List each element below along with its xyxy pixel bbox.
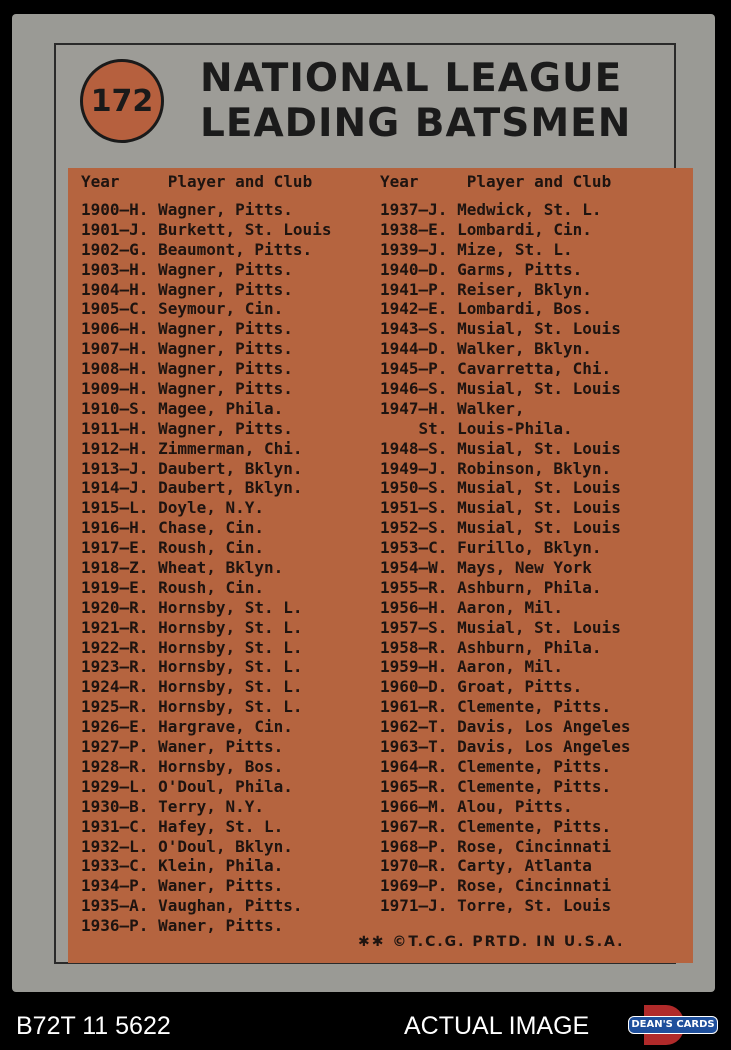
copyright-line: ✱✱ ©T.C.G. PRTD. IN U.S.A. xyxy=(358,934,625,950)
leader-row: 1927—P. Waner, Pitts. xyxy=(81,737,284,757)
leader-row: 1921—R. Hornsby, St. L. xyxy=(81,617,303,637)
leader-row: 1925—R. Hornsby, St. L. xyxy=(81,697,303,717)
leader-row: 1930—B. Terry, N.Y. xyxy=(81,796,265,816)
leader-row: 1968—P. Rose, Cincinnati xyxy=(380,836,612,856)
leader-row: 1954—W. Mays, New York xyxy=(380,558,592,578)
leader-row: 1971—J. Torre, St. Louis xyxy=(380,896,612,916)
leader-row: 1914—J. Daubert, Bklyn. xyxy=(81,478,303,498)
leader-row: 1917—E. Roush, Cin. xyxy=(81,538,265,558)
card-title xyxy=(200,56,631,146)
header-player-club: Player and Club xyxy=(167,172,313,191)
leader-row: 1969—P. Rose, Cincinnati xyxy=(380,876,612,896)
leader-row: 1970—R. Carty, Atlanta xyxy=(380,856,592,876)
leader-row: 1948—S. Musial, St. Louis xyxy=(380,438,621,458)
right-column-header xyxy=(380,172,611,191)
leader-row: 1902—G. Beaumont, Pitts. xyxy=(81,239,313,259)
leader-row: 1904—H. Wagner, Pitts. xyxy=(81,279,293,299)
leader-row: 1901—J. Burkett, St. Louis xyxy=(81,219,332,239)
leader-row: 1915—L. Doyle, N.Y. xyxy=(81,498,265,518)
leader-row: 1905—C. Seymour, Cin. xyxy=(81,299,284,319)
leader-row: 1947—H. Walker, xyxy=(380,398,525,418)
leader-row: 1926—E. Hargrave, Cin. xyxy=(81,717,293,737)
leader-row: 1908—H. Wagner, Pitts. xyxy=(81,359,293,379)
stats-panel xyxy=(68,168,693,963)
leader-row: 1959—H. Aaron, Mil. xyxy=(380,657,564,677)
leader-row: 1964—R. Clemente, Pitts. xyxy=(380,756,612,776)
leader-row: 1967—R. Clemente, Pitts. xyxy=(380,816,612,836)
leader-row: 1935—A. Vaughan, Pitts. xyxy=(81,896,303,916)
leader-row: 1961—R. Clemente, Pitts. xyxy=(380,697,612,717)
left-column-header xyxy=(81,172,312,191)
leader-row: 1953—C. Furillo, Bklyn. xyxy=(380,538,602,558)
leader-row: 1928—R. Hornsby, Bos. xyxy=(81,756,284,776)
leader-row: 1912—H. Zimmerman, Chi. xyxy=(81,438,303,458)
card-number-badge: 172 xyxy=(80,59,164,143)
leader-row: 1941—P. Reiser, Bklyn. xyxy=(380,279,592,299)
leader-row: 1963—T. Davis, Los Angeles xyxy=(380,737,631,757)
leader-row: 1920—R. Hornsby, St. L. xyxy=(81,597,303,617)
leader-row: 1943—S. Musial, St. Louis xyxy=(380,319,621,339)
leader-row: 1913—J. Daubert, Bklyn. xyxy=(81,458,303,478)
actual-image-label: ACTUAL IMAGE xyxy=(404,1012,590,1040)
card-id-label: B72T 11 5622 xyxy=(16,1012,171,1040)
leader-row: 1938—E. Lombardi, Cin. xyxy=(380,219,592,239)
header-player-club: Player and Club xyxy=(466,172,612,191)
logo-ribbon: DEAN'S CARDS xyxy=(628,1016,718,1034)
leader-row: 1907—H. Wagner, Pitts. xyxy=(81,339,293,359)
leader-row: 1936—P. Waner, Pitts. xyxy=(81,916,284,936)
leader-row: 1960—D. Groat, Pitts. xyxy=(380,677,583,697)
right-column-list xyxy=(380,200,630,916)
leader-row: 1965—R. Clemente, Pitts. xyxy=(380,776,612,796)
leader-row: 1933—C. Klein, Phila. xyxy=(81,856,284,876)
leader-row: 1940—D. Garms, Pitts. xyxy=(380,259,583,279)
leader-row: 1924—R. Hornsby, St. L. xyxy=(81,677,303,697)
leader-row: 1900—H. Wagner, Pitts. xyxy=(81,200,293,219)
leader-row: 1951—S. Musial, St. Louis xyxy=(380,498,621,518)
leader-row: 1903—H. Wagner, Pitts. xyxy=(81,259,293,279)
leader-row: 1958—R. Ashburn, Phila. xyxy=(380,637,602,657)
leader-row: 1922—R. Hornsby, St. L. xyxy=(81,637,303,657)
leader-row: 1950—S. Musial, St. Louis xyxy=(380,478,621,498)
title-line-2: LEADING BATSMEN xyxy=(200,101,632,146)
deans-cards-logo xyxy=(628,1005,718,1045)
leader-row: 1956—H. Aaron, Mil. xyxy=(380,597,564,617)
leader-row: 1944—D. Walker, Bklyn. xyxy=(380,339,592,359)
leader-row: 1916—H. Chase, Cin. xyxy=(81,518,265,538)
leader-row: 1962—T. Davis, Los Angeles xyxy=(380,717,631,737)
leader-row: 1955—R. Ashburn, Phila. xyxy=(380,577,602,597)
left-column-list xyxy=(81,200,331,936)
leader-row: 1957—S. Musial, St. Louis xyxy=(380,617,621,637)
title-line-1: NATIONAL LEAGUE xyxy=(200,56,623,101)
leader-row: 1918—Z. Wheat, Bklyn. xyxy=(81,558,284,578)
leader-row: 1923—R. Hornsby, St. L. xyxy=(81,657,303,677)
leader-row: 1929—L. O'Doul, Phila. xyxy=(81,776,293,796)
leader-row: 1919—E. Roush, Cin. xyxy=(81,577,265,597)
leader-row: 1931—C. Hafey, St. L. xyxy=(81,816,284,836)
leader-row: St. Louis-Phila. xyxy=(380,418,573,438)
leader-row: 1937—J. Medwick, St. L. xyxy=(380,200,602,219)
leader-row: 1932—L. O'Doul, Bklyn. xyxy=(81,836,293,856)
leader-row: 1906—H. Wagner, Pitts. xyxy=(81,319,293,339)
leader-row: 1942—E. Lombardi, Bos. xyxy=(380,299,592,319)
leader-row: 1949—J. Robinson, Bklyn. xyxy=(380,458,612,478)
header-year: Year xyxy=(380,172,419,191)
leader-row: 1939—J. Mize, St. L. xyxy=(380,239,573,259)
leader-row: 1910—S. Magee, Phila. xyxy=(81,398,284,418)
leader-row: 1911—H. Wagner, Pitts. xyxy=(81,418,293,438)
leader-row: 1909—H. Wagner, Pitts. xyxy=(81,379,293,399)
header-year: Year xyxy=(81,172,120,191)
leader-row: 1946—S. Musial, St. Louis xyxy=(380,379,621,399)
leader-row: 1966—M. Alou, Pitts. xyxy=(380,796,573,816)
leader-row: 1945—P. Cavarretta, Chi. xyxy=(380,359,612,379)
leader-row: 1934—P. Waner, Pitts. xyxy=(81,876,284,896)
leader-row: 1952—S. Musial, St. Louis xyxy=(380,518,621,538)
